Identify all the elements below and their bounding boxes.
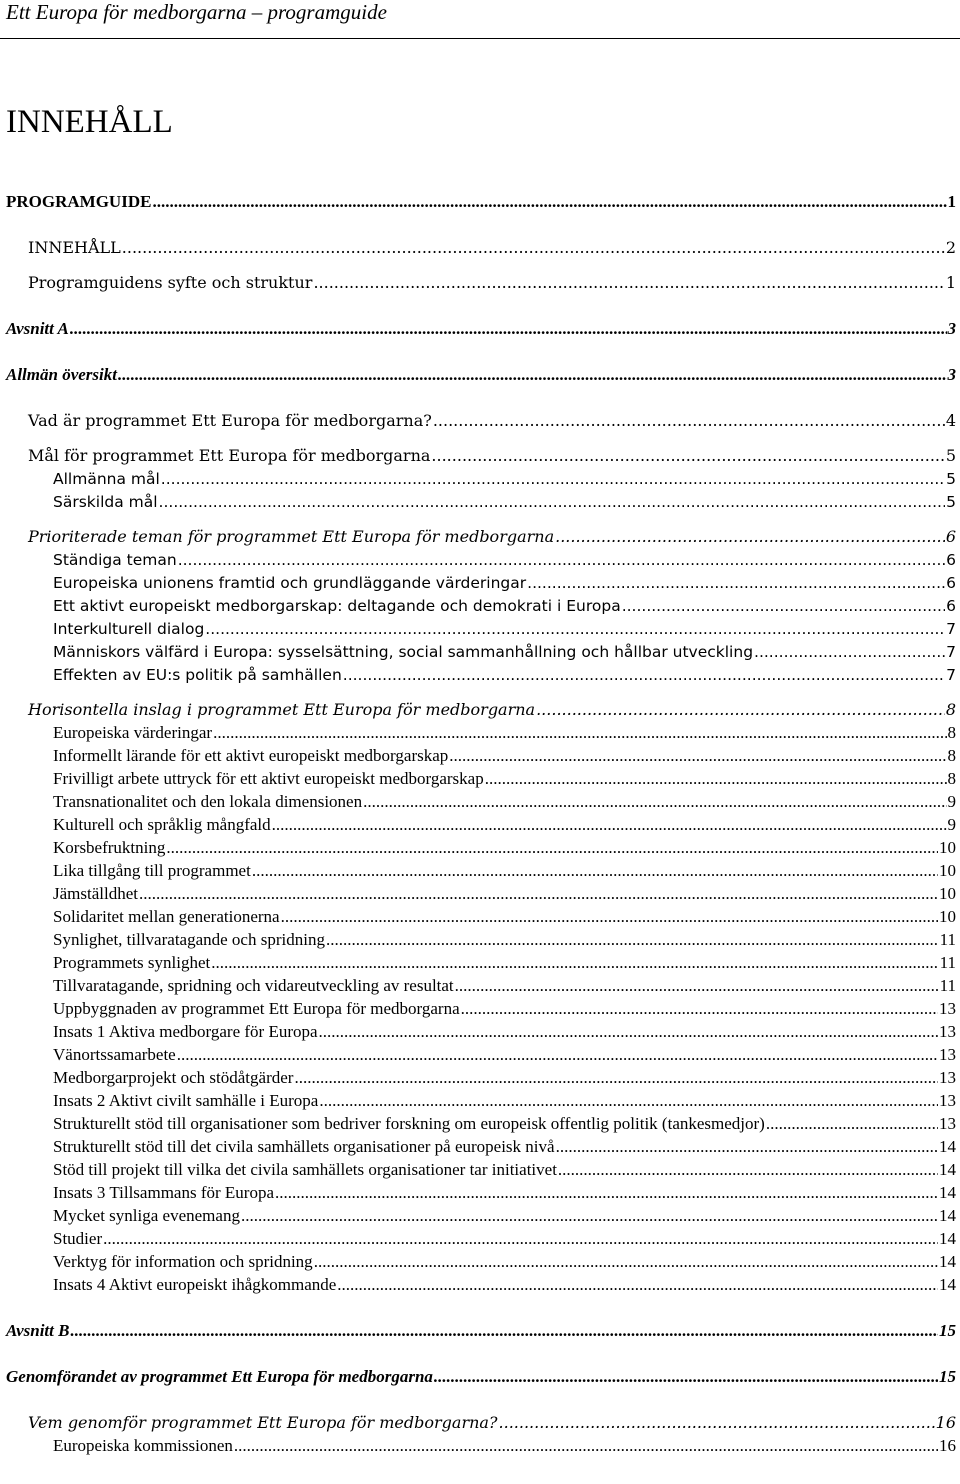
toc-entry[interactable]: Mål för programmet Ett Europa för medborgarna ..... 5: [28, 445, 956, 467]
toc-entry[interactable]: Uppbyggnaden av programmet Ett Europa för medborgarna ..... 13: [53, 998, 956, 1020]
toc-entry[interactable]: Människors välfärd i Europa: sysselsättning, social sammanhållning och hållbar utveckling ..... 7: [53, 641, 956, 663]
toc-entry[interactable]: Horisontella inslag i programmet Ett Europa för medborgarna ..... 8: [28, 699, 956, 721]
toc-entry[interactable]: Ett aktivt europeiskt medborgarskap: deltagande och demokrati i Europa ..... 6: [53, 595, 956, 617]
toc-entry[interactable]: Avsnitt B ..... 15: [6, 1320, 956, 1342]
toc-entry[interactable]: Europeiska kommissionen ..... 16: [53, 1435, 956, 1457]
toc-entry[interactable]: Transnationalitet och den lokala dimensionen ..... 9: [53, 791, 956, 813]
toc-entry[interactable]: Insats 3 Tillsammans för Europa ..... 14: [53, 1182, 956, 1204]
toc-entry[interactable]: Solidaritet mellan generationerna ..... 10: [53, 906, 956, 928]
toc-entry[interactable]: Jämställdhet ..... 10: [53, 883, 956, 905]
toc-entry[interactable]: Lika tillgång till programmet ..... 10: [53, 860, 956, 882]
toc-entry[interactable]: PROGRAMGUIDE ..... 1: [6, 191, 956, 213]
toc-entry[interactable]: Särskilda mål ..... 5: [53, 491, 956, 513]
toc-entry[interactable]: Allmän översikt ..... 3: [6, 364, 956, 386]
toc-entry[interactable]: Studier ..... 14: [53, 1228, 956, 1250]
toc-entry[interactable]: Informellt lärande för ett aktivt europeiskt medborgarskap ..... 8: [53, 745, 956, 767]
toc-entry[interactable]: Vänortssamarbete ..... 13: [53, 1044, 956, 1066]
toc-entry[interactable]: Europeiska unionens framtid och grundläggande värderingar ..... 6: [53, 572, 956, 594]
toc-entry[interactable]: Effekten av EU:s politik på samhällen ..... 7: [53, 664, 956, 686]
toc-entry[interactable]: Insats 1 Aktiva medborgare för Europa ..... 13: [53, 1021, 956, 1043]
toc-entry[interactable]: Avsnitt A ..... 3: [6, 318, 956, 340]
toc-entry[interactable]: Kulturell och språklig mångfald ..... 9: [53, 814, 956, 836]
toc-entry[interactable]: Allmänna mål ..... 5: [53, 468, 956, 490]
header-rule: [0, 38, 960, 39]
toc-entry[interactable]: Genomförandet av programmet Ett Europa för medborgarna ..... 15: [6, 1366, 956, 1388]
toc-entry[interactable]: Vem genomför programmet Ett Europa för medborgarna? ..... 16: [28, 1412, 956, 1434]
toc-entry[interactable]: Programguidens syfte och struktur ..... 1: [28, 272, 956, 294]
toc-entry[interactable]: Stöd till projekt till vilka det civila samhällets organisationer tar initiativet ..... 14: [53, 1159, 956, 1181]
toc-entry[interactable]: Mycket synliga evenemang ..... 14: [53, 1205, 956, 1227]
toc-entry[interactable]: Medborgarprojekt och stödåtgärder ..... 13: [53, 1067, 956, 1089]
toc-entry[interactable]: Prioriterade teman för programmet Ett Europa för medborgarna ..... 6: [28, 526, 956, 548]
toc-entry[interactable]: Strukturellt stöd till det civila samhällets organisationer på europeisk nivå ..... 14: [53, 1136, 956, 1158]
page-title: INNEHÅLL: [6, 104, 173, 140]
toc-entry[interactable]: Programmets synlighet ..... 11: [53, 952, 956, 974]
toc-entry[interactable]: Frivilligt arbete uttryck för ett aktivt europeiskt medborgarskap ..... 8: [53, 768, 956, 790]
toc-entry[interactable]: Strukturellt stöd till organisationer som bedriver forskning om europeisk offentlig politik (tankesmedjor) ..... 13: [53, 1113, 956, 1135]
toc-entry[interactable]: Tillvaratagande, spridning och vidareutveckling av resultat ..... 11: [53, 975, 956, 997]
toc-entry[interactable]: Europeiska värderingar ..... 8: [53, 722, 956, 744]
toc-entry[interactable]: Insats 4 Aktivt europeiskt ihågkommande ..... 14: [53, 1274, 956, 1296]
toc-entry[interactable]: INNEHÅLL ..... 2: [28, 237, 956, 259]
toc-entry[interactable]: Interkulturell dialog ..... 7: [53, 618, 956, 640]
toc-entry[interactable]: Verktyg för information och spridning ..... 14: [53, 1251, 956, 1273]
toc-entry[interactable]: Korsbefruktning ..... 10: [53, 837, 956, 859]
toc-entry[interactable]: Insats 2 Aktivt civilt samhälle i Europa ..... 13: [53, 1090, 956, 1112]
toc-entry[interactable]: Synlighet, tillvaratagande och spridning ..... 11: [53, 929, 956, 951]
document-header: Ett Europa för medborgarna – programguide: [6, 0, 387, 24]
toc-entry[interactable]: Vad är programmet Ett Europa för medborgarna? ..... 4: [28, 410, 956, 432]
toc-entry[interactable]: Ständiga teman ..... 6: [53, 549, 956, 571]
